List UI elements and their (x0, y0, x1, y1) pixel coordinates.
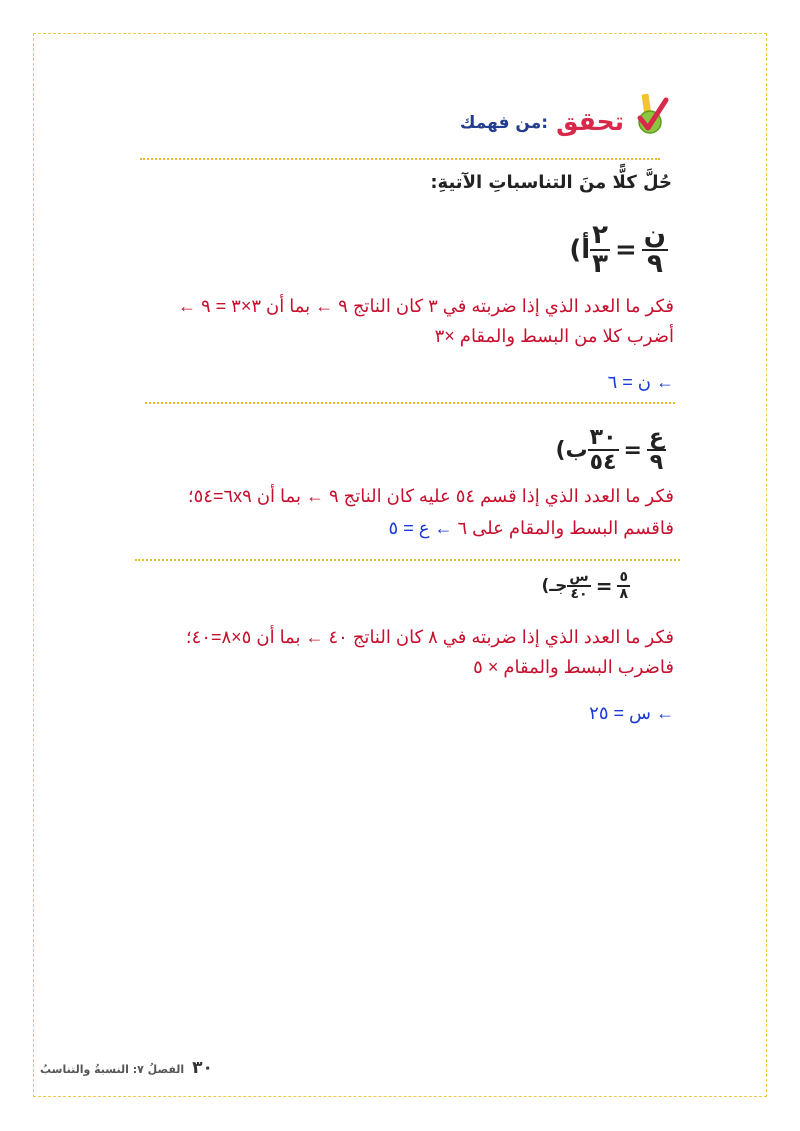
proportion-c (524, 570, 630, 601)
answer-b: ← ع = ٥ (388, 518, 453, 538)
denominator: ٥٤ (589, 450, 617, 476)
divider (140, 158, 660, 160)
explanation-a-line1: فكر ما العدد الذي إذا ضربته في ٣ كان الناتج ٩ ← بما أن ٣×٣ = ٩ ← (177, 296, 674, 316)
section-header (460, 92, 672, 136)
numerator: ٢ (592, 220, 608, 250)
explanation-b-text: فاقسم البسط والمقام على ٦ (457, 518, 674, 538)
explanation-c-line1: فكر ما العدد الذي إذا ضربته في ٨ كان الناتج ٤٠ ← بما أن ٥×٨=٤٠؛ (185, 627, 674, 647)
equals-sign: = (595, 573, 613, 598)
explanation-b-line1: فكر ما العدد الذي إذا قسم ٥٤ عليه كان الناتج ٩ ← بما أن ٦x٩=٥٤؛ (187, 486, 674, 506)
fraction-right-c (617, 570, 630, 601)
chapter-title: الفصلُ ٧: النسبةُ والتناسبُ (40, 1063, 185, 1076)
numerator: ٥ (619, 569, 628, 585)
problem-label-b: ب) (555, 437, 588, 463)
problem-label-c: جـ) (541, 575, 568, 596)
divider (135, 559, 680, 561)
explanation-a-line2: أضرب كلا من البسط والمقام ×٣ (434, 326, 674, 346)
denominator: ٣ (592, 249, 608, 280)
fraction-left-b (588, 426, 619, 474)
explanation-c-line2: فاضرب البسط والمقام × ٥ (473, 657, 674, 677)
equals-sign: = (615, 235, 637, 266)
answer-a: ← ن = ٦ (607, 372, 674, 392)
numerator: س (569, 569, 589, 585)
fraction-right-a (642, 222, 668, 279)
page-number: ٣٠ (192, 1058, 213, 1078)
denominator: ٩ (649, 450, 664, 476)
footer (40, 1058, 213, 1078)
proportion-b (538, 426, 667, 474)
numerator: ع (648, 425, 664, 450)
fraction-right-b (647, 426, 666, 474)
numerator: ن (643, 220, 666, 250)
numerator: ٣٠ (589, 425, 617, 450)
section-title: تحقق (556, 107, 624, 136)
divider (145, 402, 675, 404)
section-subtitle: من فهمك: (459, 113, 549, 133)
denominator: ٩ (646, 249, 663, 280)
answer-c: ← س = ٢٥ (589, 703, 674, 723)
checkmark-icon (632, 92, 672, 136)
instruction-text: حُلَّ كلًّا منَ التناسباتِ الآتيةِ: (430, 172, 672, 193)
denominator: ٨ (619, 585, 628, 602)
fraction-left-a (590, 222, 610, 279)
fraction-left-c (567, 570, 590, 601)
explanation-b-line2 (389, 518, 674, 539)
denominator: ٤٠ (570, 585, 588, 602)
proportion-a (551, 222, 668, 279)
problem-label-a: أ) (569, 235, 591, 266)
equals-sign: = (623, 437, 642, 463)
